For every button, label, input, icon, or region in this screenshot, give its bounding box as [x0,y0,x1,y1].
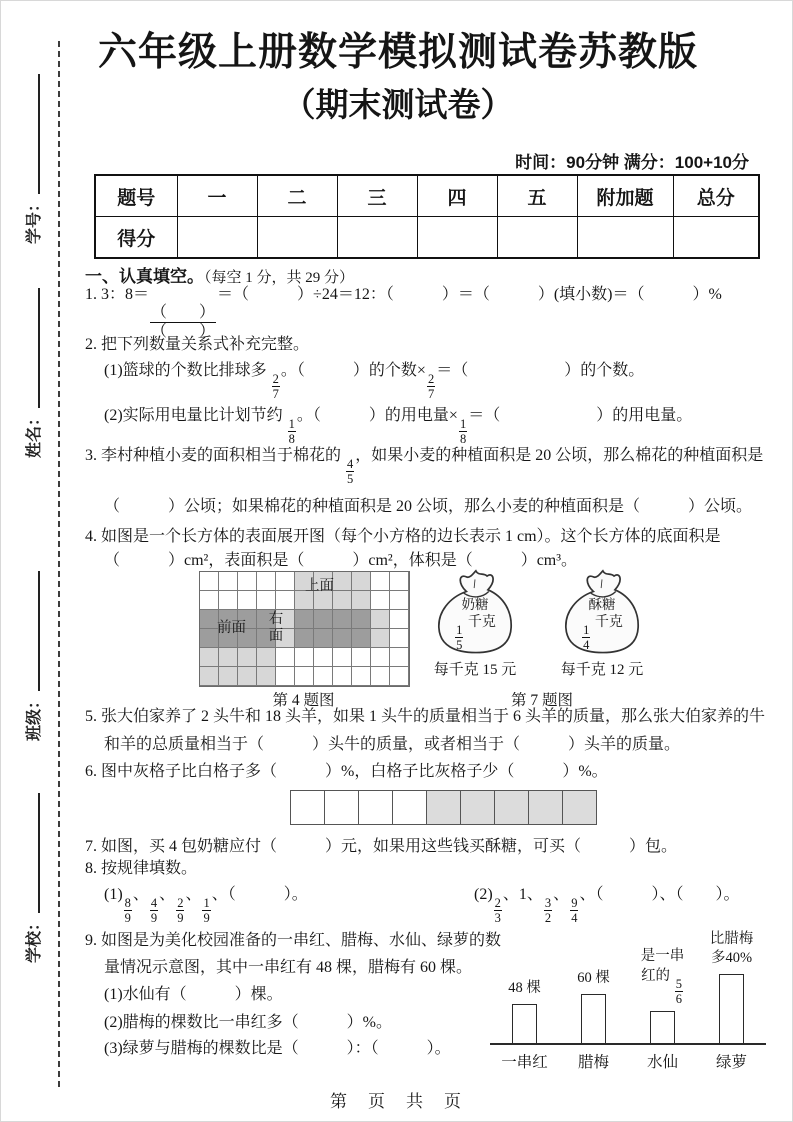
fraction [494,896,502,925]
fraction [202,896,210,925]
grid-cell [295,610,314,629]
chart-bar-一串红 [512,1004,537,1045]
fraction [346,457,354,486]
grid-cell [257,667,276,686]
fraction [124,896,132,925]
chart-category-labels [490,1050,766,1072]
gray-square [494,790,529,825]
blank-line [38,571,40,691]
fraction-denominator: 3 [494,911,501,926]
score-empty-cell [497,217,577,259]
chart-category-label: 一串红 [501,1054,548,1071]
grid-cell [314,629,333,648]
grid-cell [200,648,219,667]
exam-meta: 时间：90分钟 满分：100+10分 [515,153,749,172]
chart-x-axis [490,1043,766,1045]
fraction-numerator: 1 [288,417,295,432]
grid-cell [333,629,352,648]
fraction-denominator: 2 [544,911,552,926]
grid-cell [333,667,352,686]
milk-candy-price: 每千克 15 元 [433,662,517,678]
fraction-numerator: 2 [177,896,184,911]
white-square [358,790,393,825]
fraction [427,372,435,401]
grid-cell [238,648,257,667]
score-table-column-7: 总分 [673,175,759,217]
score-empty-cell [257,217,337,259]
bag-name: 酥糖 [588,597,616,612]
grid-cell [219,648,238,667]
grid-cell [390,667,409,686]
grid-cell [333,610,352,629]
grid-cell [352,572,371,591]
student-id-field [14,74,44,244]
question-9-sub1: (1)水仙有（ ）棵。 [104,986,283,1003]
fraction [544,896,552,925]
fraction-numerator: 5 [675,977,682,991]
page-footer: 第 页 共 页 [330,1092,463,1111]
grid-cell [352,648,371,667]
fraction-numerator: 2 [272,372,279,387]
question-4-line1: 4. 如图是一个长方体的表面展开图（每个小方格的边长表示 1 cm）。这个长方体的底面积是 [85,528,721,545]
gray-square [426,790,461,825]
score-table-column-5: 五 [497,175,577,217]
milk-candy-bag [432,569,518,657]
crisp-candy-bag [559,569,645,657]
school-field [14,793,44,963]
white-square [324,790,359,825]
net-label-right: 右面 [268,611,284,644]
class-field [14,571,44,741]
fraction-denominator: 6 [675,992,682,1006]
grid-cell [390,591,409,610]
net-label-front: 前面 [217,620,246,636]
grid-cell [371,629,390,648]
grid-cell [295,667,314,686]
fraction-numerator: 9 [571,896,578,911]
fraction [675,977,683,1006]
fraction-denominator: 8 [288,432,295,447]
question-8-sub2: (2) $\frac{2}{3}$ 、1、 $\frac{3}{2}$ 、 $\frac{9}{4}$ 、（ ）、（ ）。 [474,886,740,926]
fraction-denominator: 9 [203,911,210,926]
question-1: 1. 3：8＝ （ ） （ ） ＝（ ）÷24＝12：（ ）＝（ ）(填小数)＝（ ）% [85,286,722,341]
score-table-column-1: 一 [177,175,257,217]
white-square [290,790,325,825]
grid-cell [200,591,219,610]
question-8-intro: 8. 按规律填数。 [85,860,198,877]
fraction-denominator: （ ） [151,323,216,341]
grid-cell [352,629,371,648]
grid-cell [276,667,295,686]
question-6: 6. 图中灰格子比白格子多（ ）%，白格子比灰格子少（ ）%。 [85,763,608,780]
chart-category-label: 水仙 [646,1054,678,1071]
grid-cell [371,572,390,591]
fraction-denominator: 5 [347,472,354,487]
grid-cell [219,667,238,686]
question-2-sub1: (1)篮球的个数比排球多 $\frac{2}{7}$ 。（ ）的个数× $\frac{2}{7}$ ＝（ ）的个数。 [104,362,645,402]
grid-cell [238,667,257,686]
white-square [392,790,427,825]
chart-slot [559,969,628,1045]
gray-square [562,790,597,825]
grid-cell [295,629,314,648]
bag-text [559,596,645,652]
score-empty-cell [337,217,417,259]
question-2-intro: 2. 把下列数量关系式补充完整。 [85,336,310,353]
fraction-denominator: 9 [124,911,131,926]
section-one-heading [85,262,354,287]
grid-cell [276,591,295,610]
fraction-denominator: 8 [459,432,467,447]
fraction [570,896,578,925]
grid-cell [276,648,295,667]
exam-title: 六年级上册数学模拟测试卷苏教版 [97,31,698,74]
figure-4-caption: 第 4 题图 [272,692,335,709]
question-4-line2: （ ）cm²，表面积是（ ）cm²，体积是（ ）cm³。 [104,552,578,569]
class-label: 班级： [26,692,43,741]
chart-bars-area [490,932,766,1045]
fraction-numerator: 1 [459,417,467,432]
chart-slot [490,979,559,1045]
school-label: 学校： [26,914,43,963]
fraction-numerator: 1 [456,622,463,637]
fraction [176,896,184,925]
question-5-line2: 和羊的总质量相当于（ ）头牛的质量，或者相当于（ ）头羊的质量。 [104,736,681,753]
bag-name: 奶糖 [461,597,489,612]
question-7: 7. 如图，买 4 包奶糖应付（ ）元，如果用这些钱买酥糖，可买（ ）包。 [85,838,678,855]
net-label-top: 上面 [305,578,334,594]
score-table-header-label: 题号 [95,175,177,217]
grid-cell [257,591,276,610]
grid-cell [219,572,238,591]
chart-bar-annotation: 60 棵 [577,970,610,987]
grid-cell [390,610,409,629]
question-9-line2: 量情况示意图，其中一串红有 48 棵，腊梅有 60 棵。 [104,959,473,976]
student-name-label: 姓名： [26,409,43,458]
fraction-denominator: 7 [272,387,279,402]
chart-bar-腊梅 [581,994,606,1045]
grid-cell [200,572,219,591]
question-9-sub3: (3)绿萝与腊梅的棵数比是（ ）：（ ）。 [104,1040,451,1057]
question-9-line1: 9. 如图是为美化校园准备的一串红、腊梅、水仙、绿萝的数 [85,932,502,949]
grid-cell [314,667,333,686]
fraction-numerator: （ ） [151,304,216,322]
score-table [94,174,760,259]
fraction-denominator: 4 [583,637,590,652]
exam-subtitle: （期末测试卷） [282,86,514,123]
section-one-note: （每空 1 分，共 29 分） [204,270,355,286]
question-8-sub1: (1) $\frac{8}{9}$ 、 $\frac{4}{9}$ 、 $\frac{2}{9}$ 、 $\frac{1}{9}$ 、（ ）。 [104,886,308,926]
grid-cell [352,610,371,629]
student-id-label: 学号： [26,195,43,244]
fraction [288,417,296,446]
chart-slot [628,947,697,1045]
figure-7-caption: 第 7 题图 [510,692,573,709]
section-one-title: 一、认真填空。 [85,267,204,286]
chart-bar-绿萝 [719,974,744,1045]
gray-square [460,790,495,825]
grid-cell [238,591,257,610]
score-row-label: 得分 [95,217,177,259]
grid-cell [219,591,238,610]
grid-cell [371,610,390,629]
score-empty-cell [673,217,759,259]
chart-category-label: 腊梅 [577,1054,609,1071]
grid-cell [371,591,390,610]
fraction-denominator: 9 [177,911,184,926]
bag-amount: $\frac{1}{5}$ 千克 [456,614,496,652]
fraction [459,417,467,446]
fraction-numerator: 4 [347,457,354,472]
fraction-denominator: 7 [427,387,435,402]
score-empty-cell [417,217,497,259]
fraction [272,372,280,401]
fraction-denominator: 5 [456,637,463,652]
grid-cell [371,648,390,667]
grid-cell [257,572,276,591]
score-table-column-3: 三 [337,175,417,217]
chart-bar-annotation: 48 棵 [508,980,541,997]
question-9-sub2: (2)腊梅的棵数比一串红多（ ）%。 [104,1014,392,1031]
grid-cell [200,667,219,686]
score-table-column-4: 四 [417,175,497,217]
fraction-numerator: 4 [150,896,158,911]
question-2-sub2: (2)实际用电量比计划节约 $\frac{1}{8}$ 。（ ）的用电量× $\frac{1}{8}$ ＝（ ）的用电量。 [104,407,693,447]
grid-cell [257,648,276,667]
bag-text [432,596,518,652]
score-empty-cell [577,217,673,259]
fraction [150,896,158,925]
grid-cell [390,629,409,648]
grid-cell [276,572,295,591]
fraction [455,623,463,652]
grid-cell [333,648,352,667]
grid-cell [333,572,352,591]
question-3-line1: 3. 李村种植小麦的面积相当于棉花的 $\frac{4}{5}$ ，如果小麦的种植面积是 20 公顷，那么棉花的种植面积是 [85,447,764,487]
fraction-numerator: 1 [583,622,590,637]
fraction-numerator: 2 [427,372,435,387]
grid-cell [390,648,409,667]
score-table-column-6: 附加题 [577,175,673,217]
grid-cell [314,610,333,629]
crisp-candy-price: 每千克 12 元 [560,662,644,678]
blank-line [38,74,40,194]
grid-cell [238,572,257,591]
fraction-numerator: 8 [124,896,131,911]
fraction-numerator: 1 [203,896,210,911]
fraction [582,623,590,652]
blank-line [38,793,40,913]
chart-bar-annotation: 比腊梅 多40% [709,930,754,967]
grid-cell [352,667,371,686]
fraction-denominator: 9 [150,911,158,926]
grid-cell [295,648,314,667]
q6-square-strip [291,790,597,825]
q9-bar-chart [490,930,766,1071]
bag-amount: $\frac{1}{4}$ 千克 [583,614,623,652]
fraction-numerator: 3 [544,896,552,911]
grid-cell [352,591,371,610]
question-3-line2: （ ）公顷；如果棉花的种植面积是 20 公顷，那么小麦的种植面积是（ ）公顷。 [104,498,753,515]
score-table-column-2: 二 [257,175,337,217]
grid-cell [390,572,409,591]
seal-dashed-line [58,41,60,1087]
grid-cell [333,591,352,610]
fraction-numerator: 2 [494,896,501,911]
fraction-denominator: 4 [571,911,578,926]
grid-cell [314,648,333,667]
gray-square [528,790,563,825]
student-name-field [14,288,44,458]
chart-slot [697,930,766,1045]
chart-bar-annotation: 是一串 红的 $\frac{5}{6}$ [640,948,685,1006]
chart-category-label: 绿萝 [715,1054,747,1071]
question-5-line1: 5. 张大伯家养了 2 头牛和 18 头羊，如果 1 头牛的质量相当于 6 头羊的质量，那么张大伯家养的牛 [85,708,766,725]
grid-cell [371,667,390,686]
blank-line [38,288,40,408]
score-empty-cell [177,217,257,259]
chart-bar-水仙 [650,1011,675,1045]
